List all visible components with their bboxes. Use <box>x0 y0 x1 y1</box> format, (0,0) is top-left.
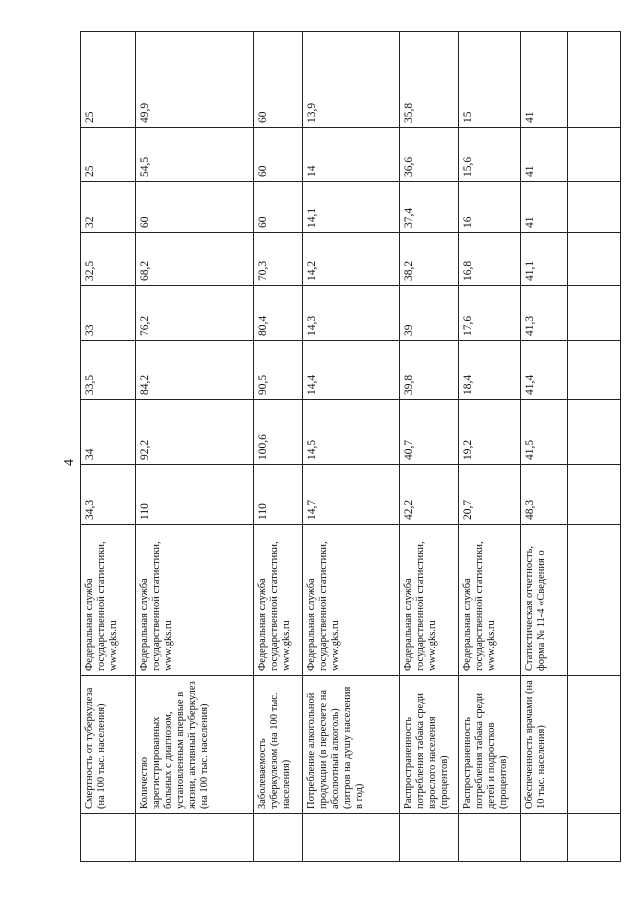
value-cell: 60 <box>254 182 303 233</box>
value-cell: 100,6 <box>254 400 303 465</box>
value-cell: 36,6 <box>400 128 459 182</box>
table-row <box>254 32 303 862</box>
value-cell: 20,7 <box>459 465 521 525</box>
value-cell: 41 <box>521 32 568 128</box>
blank-cell <box>568 233 621 286</box>
source-cell: Статистическая отчетность, форма № 11-4 «Сведения о <box>521 525 568 676</box>
blank-cell <box>136 814 254 862</box>
value-cell: 34 <box>81 400 136 465</box>
table-row <box>568 32 621 862</box>
value-cell: 39 <box>400 286 459 341</box>
value-cell: 110 <box>136 465 254 525</box>
source-cell: Федеральная служба государственной статистики, www.gks.ru <box>254 525 303 676</box>
value-cell: 38,2 <box>400 233 459 286</box>
value-cell: 15,6 <box>459 128 521 182</box>
value-cell: 32 <box>81 182 136 233</box>
indicator-cell: Распространенность потребления табака среди взрослого населения (процентов) <box>400 676 459 814</box>
value-cell: 84,2 <box>136 341 254 400</box>
table-row <box>136 32 254 862</box>
blank-cell <box>568 465 621 525</box>
source-cell: Федеральная служба государственной статистики, www.gks.ru <box>400 525 459 676</box>
indicators-table <box>80 31 621 862</box>
blank-cell <box>568 525 621 676</box>
value-cell: 54,5 <box>136 128 254 182</box>
table-row <box>459 32 521 862</box>
value-cell: 60 <box>254 128 303 182</box>
value-cell: 14 <box>303 128 400 182</box>
indicator-cell: Смертность от туберкулеза (на 100 тыс. населения) <box>81 676 136 814</box>
blank-cell <box>568 341 621 400</box>
table-row <box>303 32 400 862</box>
indicator-cell: Распространенность потребления табака среди детей и подростков (процентов) <box>459 676 521 814</box>
blank-cell <box>568 286 621 341</box>
blank-cell <box>568 128 621 182</box>
blank-cell <box>459 814 521 862</box>
value-cell: 32,5 <box>81 233 136 286</box>
value-cell: 39,8 <box>400 341 459 400</box>
value-cell: 14,7 <box>303 465 400 525</box>
value-cell: 25 <box>81 32 136 128</box>
value-cell: 37,4 <box>400 182 459 233</box>
table-row <box>81 32 136 862</box>
value-cell: 60 <box>136 182 254 233</box>
source-cell: Федеральная служба государственной статистики, www.gks.ru <box>459 525 521 676</box>
value-cell: 49,9 <box>136 32 254 128</box>
table-row <box>521 32 568 862</box>
blank-cell <box>400 814 459 862</box>
value-cell: 41,4 <box>521 341 568 400</box>
value-cell: 15 <box>459 32 521 128</box>
value-cell: 16,8 <box>459 233 521 286</box>
blank-cell <box>568 182 621 233</box>
value-cell: 90,5 <box>254 341 303 400</box>
value-cell: 41,1 <box>521 233 568 286</box>
value-cell: 14,2 <box>303 233 400 286</box>
source-cell: Федеральная служба государственной статистики, www.gks.ru <box>303 525 400 676</box>
value-cell: 14,3 <box>303 286 400 341</box>
value-cell: 16 <box>459 182 521 233</box>
value-cell: 41,5 <box>521 400 568 465</box>
value-cell: 68,2 <box>136 233 254 286</box>
value-cell: 17,6 <box>459 286 521 341</box>
indicator-cell: Обеспеченность врачами (на 10 тыс. населения) <box>521 676 568 814</box>
value-cell: 76,2 <box>136 286 254 341</box>
value-cell: 92,2 <box>136 400 254 465</box>
value-cell: 41 <box>521 128 568 182</box>
value-cell: 33 <box>81 286 136 341</box>
value-cell: 41,3 <box>521 286 568 341</box>
blank-cell <box>568 814 621 862</box>
page-number: 4 <box>62 459 77 466</box>
table-body <box>81 32 621 862</box>
value-cell: 14,5 <box>303 400 400 465</box>
value-cell: 13,9 <box>303 32 400 128</box>
value-cell: 18,4 <box>459 341 521 400</box>
value-cell: 25 <box>81 128 136 182</box>
value-cell: 33,5 <box>81 341 136 400</box>
value-cell: 42,2 <box>400 465 459 525</box>
indicator-cell: Потребление алкогольной продукции (в пересчете на абсолютный алкоголь) (литров на душу населения в год) <box>303 676 400 814</box>
source-cell: Федеральная служба государственной статистики, www.gks.ru <box>136 525 254 676</box>
blank-cell <box>254 814 303 862</box>
value-cell: 80,4 <box>254 286 303 341</box>
blank-cell <box>568 676 621 814</box>
indicator-cell: Заболеваемость туберкулезом (на 100 тыс. населения) <box>254 676 303 814</box>
value-cell: 70,3 <box>254 233 303 286</box>
value-cell: 35,8 <box>400 32 459 128</box>
blank-cell <box>568 400 621 465</box>
source-cell: Федеральная служба государственной статистики, www.gks.ru <box>81 525 136 676</box>
value-cell: 110 <box>254 465 303 525</box>
blank-cell <box>521 814 568 862</box>
blank-cell <box>303 814 400 862</box>
value-cell: 60 <box>254 32 303 128</box>
value-cell: 19,2 <box>459 400 521 465</box>
blank-cell <box>81 814 136 862</box>
value-cell: 41 <box>521 182 568 233</box>
blank-cell <box>568 32 621 128</box>
value-cell: 14,1 <box>303 182 400 233</box>
value-cell: 14,4 <box>303 341 400 400</box>
value-cell: 48,3 <box>521 465 568 525</box>
indicator-cell: Количество зарегистрированных больных с диагнозом, установленным впервые в жизни, активный туберкулез (на 100 тыс. населения) <box>136 676 254 814</box>
table-row <box>400 32 459 862</box>
value-cell: 40,7 <box>400 400 459 465</box>
value-cell: 34,3 <box>81 465 136 525</box>
rotated-table-container <box>80 32 620 862</box>
